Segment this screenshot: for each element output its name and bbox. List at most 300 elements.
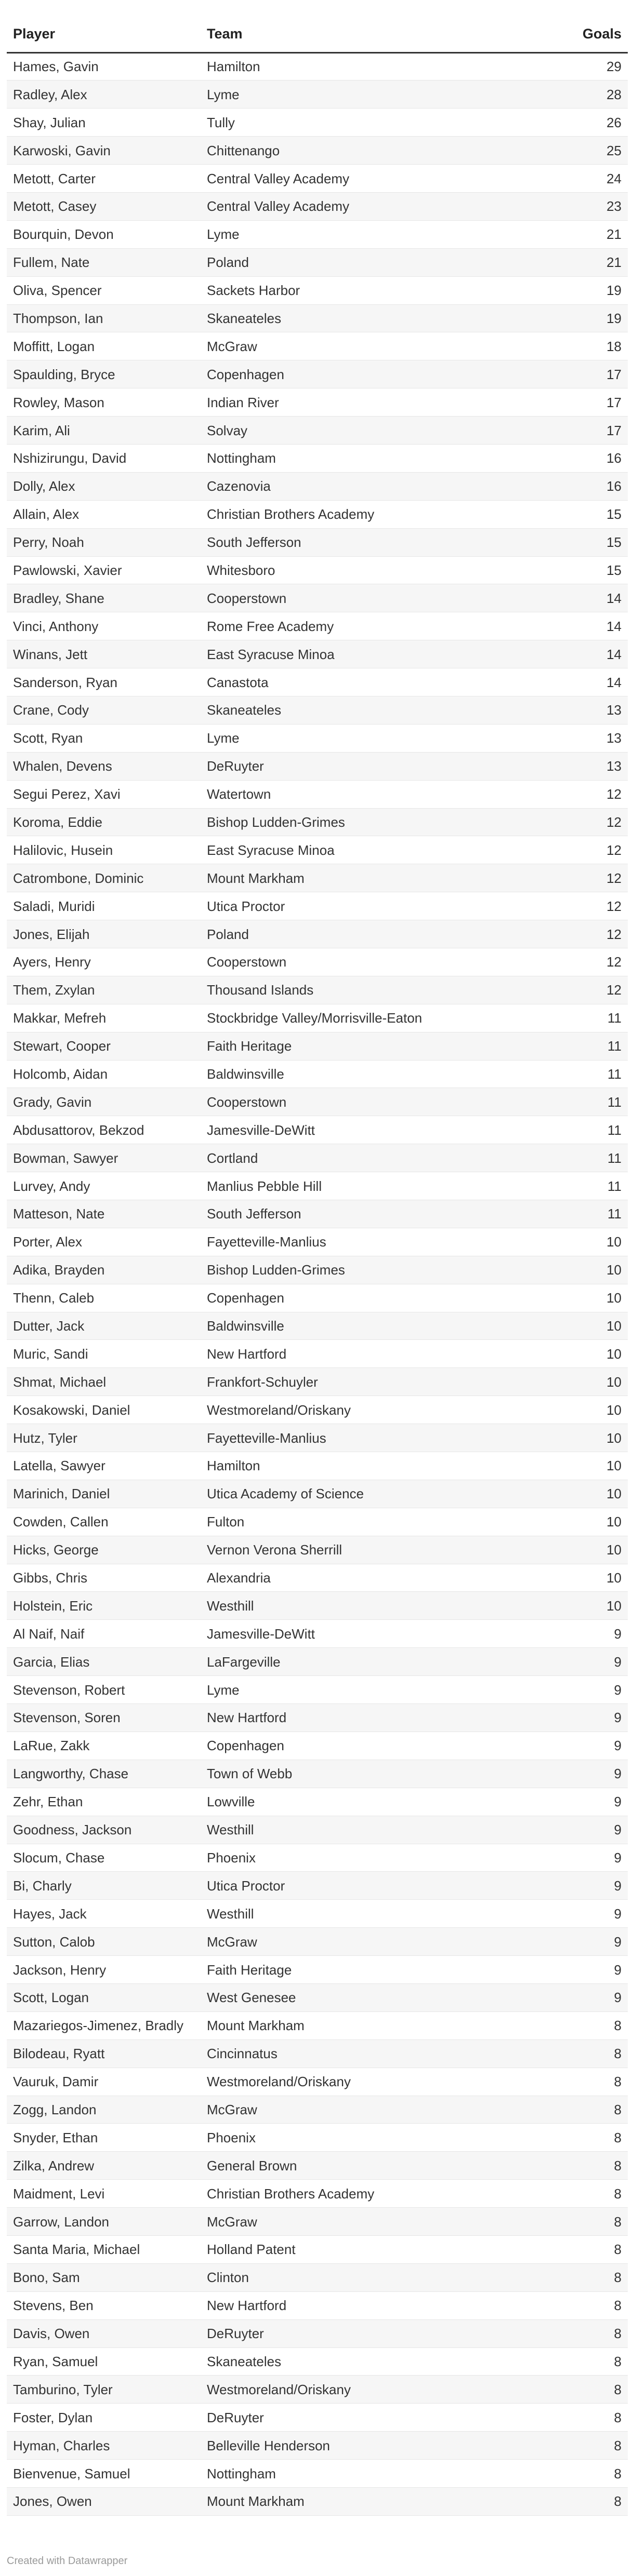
goals-cell: 9 bbox=[502, 1816, 628, 1844]
table-row bbox=[7, 1452, 628, 1480]
player-cell: Shay, Julian bbox=[7, 109, 201, 137]
player-cell: Jackson, Henry bbox=[7, 1956, 201, 1984]
goals-cell: 8 bbox=[502, 2263, 628, 2291]
table-row bbox=[7, 1256, 628, 1284]
table-row bbox=[7, 2347, 628, 2376]
goals-cell: 8 bbox=[502, 2180, 628, 2208]
team-cell: Clinton bbox=[201, 2263, 502, 2291]
goals-cell: 9 bbox=[502, 1620, 628, 1648]
goals-cell: 8 bbox=[502, 2376, 628, 2404]
goals-cell: 16 bbox=[502, 472, 628, 500]
player-cell: Maidment, Levi bbox=[7, 2180, 201, 2208]
goals-cell: 8 bbox=[502, 2487, 628, 2515]
table-row bbox=[7, 165, 628, 193]
team-cell: Christian Brothers Academy bbox=[201, 500, 502, 528]
team-cell: Chittenango bbox=[201, 137, 502, 165]
player-cell: Gibbs, Chris bbox=[7, 1564, 201, 1592]
player-cell: Sutton, Calob bbox=[7, 1928, 201, 1956]
player-cell: Karwoski, Gavin bbox=[7, 137, 201, 165]
player-cell: Them, Zxylan bbox=[7, 976, 201, 1004]
table-row bbox=[7, 220, 628, 248]
player-cell: Stevens, Ben bbox=[7, 2291, 201, 2319]
player-cell: Karim, Ali bbox=[7, 417, 201, 445]
goals-cell: 18 bbox=[502, 332, 628, 360]
team-cell: Lowville bbox=[201, 1788, 502, 1816]
player-cell: Latella, Sawyer bbox=[7, 1452, 201, 1480]
table-row bbox=[7, 1480, 628, 1508]
player-cell: Catrombone, Dominic bbox=[7, 864, 201, 892]
table-row bbox=[7, 2208, 628, 2236]
goals-cell: 8 bbox=[502, 2096, 628, 2124]
team-cell: Rome Free Academy bbox=[201, 612, 502, 640]
player-cell: Hutz, Tyler bbox=[7, 1424, 201, 1452]
table-row bbox=[7, 1200, 628, 1228]
player-cell: Spaulding, Bryce bbox=[7, 360, 201, 388]
table-row bbox=[7, 1172, 628, 1200]
table-row bbox=[7, 556, 628, 584]
goals-cell: 9 bbox=[502, 1900, 628, 1928]
goals-cell: 15 bbox=[502, 528, 628, 556]
player-cell: Bienvenue, Samuel bbox=[7, 2460, 201, 2488]
team-cell: Town of Webb bbox=[201, 1760, 502, 1788]
table-row bbox=[7, 836, 628, 864]
player-cell: Bono, Sam bbox=[7, 2263, 201, 2291]
table-row bbox=[7, 192, 628, 220]
goals-cell: 29 bbox=[502, 52, 628, 81]
goals-cell: 8 bbox=[502, 2152, 628, 2180]
player-cell: Zogg, Landon bbox=[7, 2096, 201, 2124]
table-row bbox=[7, 1004, 628, 1032]
team-cell: Bishop Ludden-Grimes bbox=[201, 808, 502, 836]
table-row bbox=[7, 1592, 628, 1620]
goals-cell: 16 bbox=[502, 444, 628, 472]
column-header-team[interactable]: Team bbox=[201, 16, 502, 52]
player-cell: Bilodeau, Ryatt bbox=[7, 2040, 201, 2068]
table-row bbox=[7, 528, 628, 556]
goals-cell: 11 bbox=[502, 1088, 628, 1116]
player-cell: Garcia, Elias bbox=[7, 1648, 201, 1676]
table-row bbox=[7, 2180, 628, 2208]
table-row bbox=[7, 304, 628, 332]
table-row bbox=[7, 2432, 628, 2460]
player-cell: Radley, Alex bbox=[7, 81, 201, 109]
player-cell: Jones, Owen bbox=[7, 2487, 201, 2515]
player-cell: Hames, Gavin bbox=[7, 52, 201, 81]
goals-cell: 21 bbox=[502, 248, 628, 276]
player-cell: Metott, Carter bbox=[7, 165, 201, 193]
player-cell: Bi, Charly bbox=[7, 1872, 201, 1900]
team-cell: Poland bbox=[201, 248, 502, 276]
team-cell: Thousand Islands bbox=[201, 976, 502, 1004]
goals-cell: 10 bbox=[502, 1228, 628, 1256]
table-row bbox=[7, 1648, 628, 1676]
player-cell: Porter, Alex bbox=[7, 1228, 201, 1256]
goals-cell: 17 bbox=[502, 388, 628, 417]
team-cell: LaFargeville bbox=[201, 1648, 502, 1676]
team-cell: DeRuyter bbox=[201, 2404, 502, 2432]
goals-cell: 12 bbox=[502, 836, 628, 864]
player-cell: Sanderson, Ryan bbox=[7, 668, 201, 696]
team-cell: Indian River bbox=[201, 388, 502, 417]
team-cell: Fayetteville-Manlius bbox=[201, 1228, 502, 1256]
goals-cell: 17 bbox=[502, 417, 628, 445]
team-cell: Mount Markham bbox=[201, 2011, 502, 2040]
team-cell: Westmoreland/Oriskany bbox=[201, 1396, 502, 1424]
team-cell: Fayetteville-Manlius bbox=[201, 1424, 502, 1452]
team-cell: Tully bbox=[201, 109, 502, 137]
team-cell: DeRuyter bbox=[201, 2319, 502, 2347]
team-cell: South Jefferson bbox=[201, 528, 502, 556]
player-cell: Halilovic, Husein bbox=[7, 836, 201, 864]
goals-cell: 10 bbox=[502, 1536, 628, 1564]
team-cell: Jamesville-DeWitt bbox=[201, 1620, 502, 1648]
table-row bbox=[7, 948, 628, 976]
team-cell: Cooperstown bbox=[201, 1088, 502, 1116]
player-cell: Ayers, Henry bbox=[7, 948, 201, 976]
team-cell: Baldwinsville bbox=[201, 1060, 502, 1088]
table-row bbox=[7, 1732, 628, 1760]
team-cell: Poland bbox=[201, 920, 502, 948]
team-cell: Stockbridge Valley/Morrisville-Eaton bbox=[201, 1004, 502, 1032]
team-cell: Holland Patent bbox=[201, 2235, 502, 2263]
goals-cell: 8 bbox=[502, 2040, 628, 2068]
goals-cell: 9 bbox=[502, 1704, 628, 1732]
table-row bbox=[7, 1144, 628, 1172]
table-row bbox=[7, 2068, 628, 2096]
goals-cell: 13 bbox=[502, 752, 628, 780]
player-cell: Vauruk, Damir bbox=[7, 2068, 201, 2096]
player-cell: Hicks, George bbox=[7, 1536, 201, 1564]
table-row bbox=[7, 1564, 628, 1592]
team-cell: Skaneateles bbox=[201, 696, 502, 724]
team-cell: McGraw bbox=[201, 2208, 502, 2236]
table-row bbox=[7, 724, 628, 752]
player-cell: Makkar, Mefreh bbox=[7, 1004, 201, 1032]
goals-cell: 10 bbox=[502, 1396, 628, 1424]
team-cell: Cazenovia bbox=[201, 472, 502, 500]
goals-cell: 8 bbox=[502, 2319, 628, 2347]
table-row bbox=[7, 332, 628, 360]
team-cell: Westhill bbox=[201, 1816, 502, 1844]
table-row bbox=[7, 360, 628, 388]
table-row bbox=[7, 417, 628, 445]
goals-cell: 8 bbox=[502, 2068, 628, 2096]
goals-cell: 8 bbox=[502, 2404, 628, 2432]
goals-cell: 12 bbox=[502, 892, 628, 920]
player-cell: Oliva, Spencer bbox=[7, 276, 201, 304]
team-cell: Westhill bbox=[201, 1900, 502, 1928]
goals-cell: 28 bbox=[502, 81, 628, 109]
goals-cell: 10 bbox=[502, 1452, 628, 1480]
goals-cell: 11 bbox=[502, 1144, 628, 1172]
table-row bbox=[7, 1088, 628, 1116]
table-row bbox=[7, 864, 628, 892]
goals-cell: 9 bbox=[502, 1676, 628, 1704]
team-cell: Manlius Pebble Hill bbox=[201, 1172, 502, 1200]
player-cell: Moffitt, Logan bbox=[7, 332, 201, 360]
table-row bbox=[7, 109, 628, 137]
player-cell: Dolly, Alex bbox=[7, 472, 201, 500]
table-row bbox=[7, 2404, 628, 2432]
player-cell: Nshizirungu, David bbox=[7, 444, 201, 472]
goals-cell: 11 bbox=[502, 1200, 628, 1228]
team-cell: Phoenix bbox=[201, 1844, 502, 1872]
goals-cell: 11 bbox=[502, 1172, 628, 1200]
team-cell: Faith Heritage bbox=[201, 1032, 502, 1060]
player-cell: Saladi, Muridi bbox=[7, 892, 201, 920]
player-cell: Zehr, Ethan bbox=[7, 1788, 201, 1816]
table-row bbox=[7, 1676, 628, 1704]
player-cell: Jones, Elijah bbox=[7, 920, 201, 948]
player-cell: Mazariegos-Jimenez, Bradly bbox=[7, 2011, 201, 2040]
goals-cell: 14 bbox=[502, 584, 628, 612]
table-row bbox=[7, 1760, 628, 1788]
player-cell: Thompson, Ian bbox=[7, 304, 201, 332]
table-row bbox=[7, 1508, 628, 1536]
player-cell: Fullem, Nate bbox=[7, 248, 201, 276]
goals-cell: 13 bbox=[502, 724, 628, 752]
goals-cell: 9 bbox=[502, 1648, 628, 1676]
goals-cell: 13 bbox=[502, 696, 628, 724]
team-cell: Cooperstown bbox=[201, 948, 502, 976]
team-cell: Utica Academy of Science bbox=[201, 1480, 502, 1508]
team-cell: Bishop Ludden-Grimes bbox=[201, 1256, 502, 1284]
table-row bbox=[7, 1312, 628, 1340]
team-cell: Watertown bbox=[201, 780, 502, 808]
player-cell: Slocum, Chase bbox=[7, 1844, 201, 1872]
player-cell: Allain, Alex bbox=[7, 500, 201, 528]
table-row bbox=[7, 1536, 628, 1564]
player-cell: Perry, Noah bbox=[7, 528, 201, 556]
team-cell: Vernon Verona Sherrill bbox=[201, 1536, 502, 1564]
team-cell: Belleville Henderson bbox=[201, 2432, 502, 2460]
player-cell: Stewart, Cooper bbox=[7, 1032, 201, 1060]
player-cell: Langworthy, Chase bbox=[7, 1760, 201, 1788]
table-row bbox=[7, 2460, 628, 2488]
team-cell: Mount Markham bbox=[201, 2487, 502, 2515]
team-cell: Westmoreland/Oriskany bbox=[201, 2068, 502, 2096]
table-row bbox=[7, 668, 628, 696]
table-row bbox=[7, 1032, 628, 1060]
goals-cell: 10 bbox=[502, 1368, 628, 1396]
goals-cell: 10 bbox=[502, 1508, 628, 1536]
player-cell: Tamburino, Tyler bbox=[7, 2376, 201, 2404]
table-row bbox=[7, 2011, 628, 2040]
player-cell: Muric, Sandi bbox=[7, 1340, 201, 1368]
goals-cell: 15 bbox=[502, 556, 628, 584]
goals-cell: 14 bbox=[502, 612, 628, 640]
player-cell: Lurvey, Andy bbox=[7, 1172, 201, 1200]
team-cell: Lyme bbox=[201, 724, 502, 752]
table-row bbox=[7, 52, 628, 81]
goals-cell: 10 bbox=[502, 1592, 628, 1620]
team-cell: East Syracuse Minoa bbox=[201, 640, 502, 668]
team-cell: Alexandria bbox=[201, 1564, 502, 1592]
goals-cell: 11 bbox=[502, 1116, 628, 1144]
team-cell: Copenhagen bbox=[201, 360, 502, 388]
player-cell: Stevenson, Robert bbox=[7, 1676, 201, 1704]
player-cell: Hayes, Jack bbox=[7, 1900, 201, 1928]
table-row bbox=[7, 1284, 628, 1312]
team-cell: Hamilton bbox=[201, 1452, 502, 1480]
table-row bbox=[7, 1060, 628, 1088]
goals-cell: 12 bbox=[502, 920, 628, 948]
player-cell: Scott, Ryan bbox=[7, 724, 201, 752]
team-cell: New Hartford bbox=[201, 1340, 502, 1368]
player-cell: Shmat, Michael bbox=[7, 1368, 201, 1396]
goals-cell: 9 bbox=[502, 1956, 628, 1984]
team-cell: Cortland bbox=[201, 1144, 502, 1172]
table-row bbox=[7, 2152, 628, 2180]
goals-cell: 9 bbox=[502, 1732, 628, 1760]
team-cell: New Hartford bbox=[201, 2291, 502, 2319]
goals-cell: 12 bbox=[502, 864, 628, 892]
team-cell: Whitesboro bbox=[201, 556, 502, 584]
goals-cell: 9 bbox=[502, 1928, 628, 1956]
table-row bbox=[7, 1116, 628, 1144]
goals-cell: 25 bbox=[502, 137, 628, 165]
goals-cell: 8 bbox=[502, 2208, 628, 2236]
table-row bbox=[7, 1396, 628, 1424]
team-cell: Skaneateles bbox=[201, 304, 502, 332]
goals-cell: 8 bbox=[502, 2011, 628, 2040]
goals-cell: 10 bbox=[502, 1424, 628, 1452]
goals-cell: 9 bbox=[502, 1844, 628, 1872]
goals-cell: 8 bbox=[502, 2235, 628, 2263]
goals-cell: 19 bbox=[502, 276, 628, 304]
datawrapper-credit: Created with Datawrapper bbox=[7, 2555, 128, 2567]
goals-cell: 15 bbox=[502, 500, 628, 528]
player-cell: Pawlowski, Xavier bbox=[7, 556, 201, 584]
table-row bbox=[7, 920, 628, 948]
player-cell: Thenn, Caleb bbox=[7, 1284, 201, 1312]
table-row bbox=[7, 500, 628, 528]
team-cell: South Jefferson bbox=[201, 1200, 502, 1228]
goals-cell: 14 bbox=[502, 640, 628, 668]
team-cell: Sackets Harbor bbox=[201, 276, 502, 304]
table-row bbox=[7, 388, 628, 417]
team-cell: East Syracuse Minoa bbox=[201, 836, 502, 864]
table-row bbox=[7, 444, 628, 472]
goals-cell: 17 bbox=[502, 360, 628, 388]
table-row bbox=[7, 808, 628, 836]
table-row bbox=[7, 276, 628, 304]
player-cell: Kosakowski, Daniel bbox=[7, 1396, 201, 1424]
player-cell: Stevenson, Soren bbox=[7, 1704, 201, 1732]
table-row bbox=[7, 2124, 628, 2152]
goals-cell: 9 bbox=[502, 1788, 628, 1816]
goals-cell: 11 bbox=[502, 1004, 628, 1032]
table-row bbox=[7, 2040, 628, 2068]
goals-cell: 8 bbox=[502, 2124, 628, 2152]
table-row bbox=[7, 696, 628, 724]
player-cell: Bourquin, Devon bbox=[7, 220, 201, 248]
goals-cell: 8 bbox=[502, 2460, 628, 2488]
goals-cell: 8 bbox=[502, 2432, 628, 2460]
player-cell: Koroma, Eddie bbox=[7, 808, 201, 836]
table-row bbox=[7, 976, 628, 1004]
table-row bbox=[7, 1340, 628, 1368]
player-cell: Goodness, Jackson bbox=[7, 1816, 201, 1844]
team-cell: Baldwinsville bbox=[201, 1312, 502, 1340]
column-header-goals[interactable]: Goals bbox=[502, 16, 628, 52]
table-row bbox=[7, 1844, 628, 1872]
table-row bbox=[7, 1788, 628, 1816]
goals-cell: 12 bbox=[502, 780, 628, 808]
goals-cell: 9 bbox=[502, 1872, 628, 1900]
team-cell: Nottingham bbox=[201, 444, 502, 472]
goals-cell: 10 bbox=[502, 1312, 628, 1340]
player-cell: Bowman, Sawyer bbox=[7, 1144, 201, 1172]
team-cell: Fulton bbox=[201, 1508, 502, 1536]
team-cell: Utica Proctor bbox=[201, 1872, 502, 1900]
table-row bbox=[7, 2291, 628, 2319]
table-row bbox=[7, 892, 628, 920]
team-cell: Copenhagen bbox=[201, 1284, 502, 1312]
player-cell: Abdusattorov, Bekzod bbox=[7, 1116, 201, 1144]
table-row bbox=[7, 1900, 628, 1928]
player-cell: Snyder, Ethan bbox=[7, 2124, 201, 2152]
player-cell: LaRue, Zakk bbox=[7, 1732, 201, 1760]
goals-cell: 23 bbox=[502, 192, 628, 220]
table-row bbox=[7, 1816, 628, 1844]
team-cell: West Genesee bbox=[201, 1983, 502, 2011]
player-cell: Holcomb, Aidan bbox=[7, 1060, 201, 1088]
player-cell: Al Naif, Naif bbox=[7, 1620, 201, 1648]
goals-cell: 12 bbox=[502, 948, 628, 976]
goals-cell: 10 bbox=[502, 1564, 628, 1592]
team-cell: Lyme bbox=[201, 81, 502, 109]
player-cell: Cowden, Callen bbox=[7, 1508, 201, 1536]
team-cell: Cooperstown bbox=[201, 584, 502, 612]
table-row bbox=[7, 1956, 628, 1984]
team-cell: Westhill bbox=[201, 1592, 502, 1620]
player-cell: Scott, Logan bbox=[7, 1983, 201, 2011]
player-cell: Foster, Dylan bbox=[7, 2404, 201, 2432]
player-cell: Rowley, Mason bbox=[7, 388, 201, 417]
player-cell: Dutter, Jack bbox=[7, 1312, 201, 1340]
goals-cell: 8 bbox=[502, 2291, 628, 2319]
player-cell: Holstein, Eric bbox=[7, 1592, 201, 1620]
team-cell: Mount Markham bbox=[201, 864, 502, 892]
goals-cell: 14 bbox=[502, 668, 628, 696]
player-cell: Metott, Casey bbox=[7, 192, 201, 220]
player-cell: Whalen, Devens bbox=[7, 752, 201, 780]
table-row bbox=[7, 2235, 628, 2263]
goals-cell: 10 bbox=[502, 1256, 628, 1284]
table-row bbox=[7, 2487, 628, 2515]
team-cell: McGraw bbox=[201, 332, 502, 360]
goals-table bbox=[7, 16, 628, 2516]
table-row bbox=[7, 2096, 628, 2124]
player-cell: Garrow, Landon bbox=[7, 2208, 201, 2236]
table-row bbox=[7, 1928, 628, 1956]
team-cell: Christian Brothers Academy bbox=[201, 2180, 502, 2208]
player-cell: Adika, Brayden bbox=[7, 1256, 201, 1284]
team-cell: McGraw bbox=[201, 1928, 502, 1956]
team-cell: DeRuyter bbox=[201, 752, 502, 780]
team-cell: Copenhagen bbox=[201, 1732, 502, 1760]
table-row bbox=[7, 472, 628, 500]
column-header-player[interactable]: Player bbox=[7, 16, 201, 52]
goals-cell: 9 bbox=[502, 1983, 628, 2011]
team-cell: Hamilton bbox=[201, 52, 502, 81]
team-cell: McGraw bbox=[201, 2096, 502, 2124]
team-cell: Lyme bbox=[201, 220, 502, 248]
player-cell: Davis, Owen bbox=[7, 2319, 201, 2347]
table-row bbox=[7, 612, 628, 640]
team-cell: General Brown bbox=[201, 2152, 502, 2180]
